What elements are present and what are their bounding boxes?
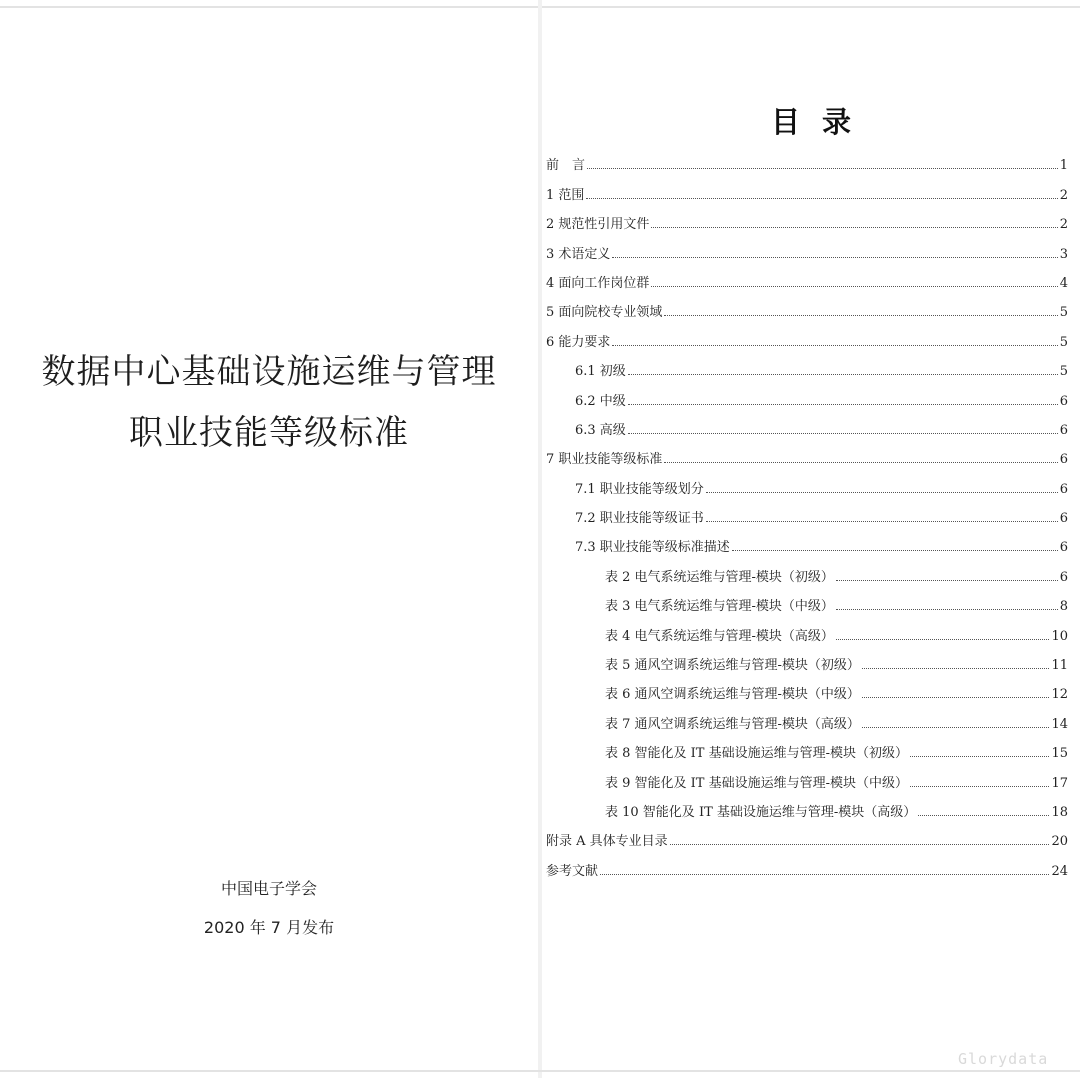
toc-entry-label: 参考文献 <box>546 863 599 879</box>
toc-entry[interactable] <box>542 173 1080 202</box>
toc-entry-page: 6 <box>1059 452 1068 468</box>
toc-entry-label: 5 面向院校专业领域 <box>546 305 663 321</box>
toc-entry-page: 4 <box>1059 275 1068 291</box>
toc-entry-page: 6 <box>1059 393 1068 409</box>
toc-entry[interactable] <box>542 849 1080 878</box>
toc-list <box>542 144 1080 879</box>
toc-entry-label: 7.3 职业技能等级标准描述 <box>575 540 730 556</box>
toc-entry[interactable] <box>542 291 1080 320</box>
toc-entry-label: 6.1 初级 <box>575 364 626 380</box>
toc-leader-dots <box>586 198 1057 199</box>
toc-leader-dots <box>587 168 1058 169</box>
toc-entry[interactable] <box>542 761 1080 790</box>
toc-leader-dots <box>836 609 1058 610</box>
cover-title-line2: 职业技能等级标准 <box>129 413 409 453</box>
toc-entry[interactable] <box>542 467 1080 496</box>
toc-entry[interactable] <box>542 497 1080 526</box>
toc-entry-page: 8 <box>1059 599 1068 615</box>
toc-entry-label: 7.2 职业技能等级证书 <box>575 511 704 527</box>
toc-entry-page: 2 <box>1059 187 1068 203</box>
toc-entry[interactable] <box>542 379 1080 408</box>
toc-entry[interactable] <box>542 732 1080 761</box>
toc-entry-page: 2 <box>1059 217 1068 233</box>
toc-entry-page: 6 <box>1059 569 1068 585</box>
toc-leader-dots <box>862 727 1050 728</box>
toc-entry-page: 6 <box>1059 422 1068 438</box>
toc-page <box>542 8 1080 1070</box>
publish-date: 2020 年 7 月发布 <box>203 918 335 937</box>
toc-entry-page: 3 <box>1059 246 1068 262</box>
toc-leader-dots <box>612 345 1057 346</box>
toc-leader-dots <box>670 844 1050 845</box>
toc-entry-page: 17 <box>1051 775 1068 791</box>
toc-entry-page: 5 <box>1059 334 1068 350</box>
toc-leader-dots <box>628 404 1058 405</box>
toc-entry[interactable] <box>542 555 1080 584</box>
toc-leader-dots <box>664 315 1057 316</box>
toc-leader-dots <box>910 786 1049 787</box>
toc-entry-page: 15 <box>1051 746 1068 762</box>
toc-entry[interactable] <box>542 262 1080 291</box>
toc-entry[interactable] <box>542 320 1080 349</box>
toc-leader-dots <box>862 697 1050 698</box>
toc-entry-page: 10 <box>1051 628 1068 644</box>
toc-entry-label: 6.3 高级 <box>575 422 626 438</box>
toc-entry-label: 表 9 智能化及 IT 基础设施运维与管理-模块（中级） <box>605 775 908 791</box>
toc-leader-dots <box>628 374 1058 375</box>
toc-entry-label: 表 5 通风空调系统运维与管理-模块（初级） <box>605 658 860 674</box>
toc-entry-page: 6 <box>1059 481 1068 497</box>
toc-entry-page: 11 <box>1051 658 1068 674</box>
toc-leader-dots <box>651 227 1057 228</box>
toc-leader-dots <box>918 815 1049 816</box>
toc-entry-label: 前 言 <box>546 158 586 174</box>
toc-leader-dots <box>664 462 1057 463</box>
toc-leader-dots <box>612 257 1057 258</box>
toc-leader-dots <box>732 550 1058 551</box>
toc-heading: 目录 <box>770 105 873 139</box>
toc-entry[interactable] <box>542 673 1080 702</box>
toc-entry-label: 表 6 通风空调系统运维与管理-模块（中级） <box>605 687 860 703</box>
toc-entry[interactable] <box>542 350 1080 379</box>
publisher: 中国电子学会 <box>220 879 317 898</box>
toc-leader-dots <box>862 668 1050 669</box>
toc-leader-dots <box>836 639 1050 640</box>
toc-entry-label: 表 8 智能化及 IT 基础设施运维与管理-模块（初级） <box>605 746 908 762</box>
toc-entry[interactable] <box>542 203 1080 232</box>
toc-entry-label: 7.1 职业技能等级划分 <box>575 481 704 497</box>
toc-entry-page: 6 <box>1059 511 1068 527</box>
toc-entry[interactable] <box>542 702 1080 731</box>
toc-entry[interactable] <box>542 409 1080 438</box>
toc-entry-label: 表 3 电气系统运维与管理-模块（中级） <box>605 599 834 615</box>
toc-entry[interactable] <box>542 820 1080 849</box>
toc-entry-label: 7 职业技能等级标准 <box>546 452 663 468</box>
toc-entry[interactable] <box>542 438 1080 467</box>
toc-entry-label: 表 4 电气系统运维与管理-模块（高级） <box>605 628 834 644</box>
toc-leader-dots <box>706 521 1058 522</box>
toc-entry[interactable] <box>542 644 1080 673</box>
toc-entry-label: 1 范围 <box>546 187 585 203</box>
toc-entry-page: 24 <box>1051 863 1068 879</box>
toc-entry-label: 2 规范性引用文件 <box>546 217 650 233</box>
toc-leader-dots <box>706 492 1058 493</box>
toc-entry-label: 6.2 中级 <box>575 393 626 409</box>
watermark: Glorydata <box>958 1050 1049 1068</box>
toc-entry-label: 4 面向工作岗位群 <box>546 275 650 291</box>
toc-entry-label: 附录 A 具体专业目录 <box>546 834 668 850</box>
toc-entry-page: 20 <box>1051 834 1068 850</box>
toc-entry-page: 12 <box>1051 687 1068 703</box>
toc-leader-dots <box>651 286 1057 287</box>
toc-entry[interactable] <box>542 526 1080 555</box>
toc-entry[interactable] <box>542 144 1080 173</box>
toc-entry-label: 3 术语定义 <box>546 246 611 262</box>
toc-leader-dots <box>600 874 1049 875</box>
toc-leader-dots <box>910 756 1049 757</box>
toc-entry[interactable] <box>542 791 1080 820</box>
toc-entry-page: 1 <box>1059 158 1068 174</box>
toc-entry-label: 6 能力要求 <box>546 334 611 350</box>
bottom-divider <box>0 1070 1080 1072</box>
toc-entry-label: 表 2 电气系统运维与管理-模块（初级） <box>605 569 834 585</box>
toc-entry[interactable] <box>542 232 1080 261</box>
toc-entry-label: 表 10 智能化及 IT 基础设施运维与管理-模块（高级） <box>605 804 917 820</box>
toc-entry-page: 18 <box>1051 804 1068 820</box>
cover-title-line1: 数据中心基础设施运维与管理 <box>41 352 497 392</box>
toc-leader-dots <box>836 580 1058 581</box>
toc-entry[interactable] <box>542 585 1080 614</box>
toc-entry-page: 5 <box>1059 305 1068 321</box>
cover-page <box>0 8 538 1070</box>
toc-entry-label: 表 7 通风空调系统运维与管理-模块（高级） <box>605 716 860 732</box>
toc-leader-dots <box>628 433 1058 434</box>
toc-entry[interactable] <box>542 614 1080 643</box>
toc-entry-page: 6 <box>1059 540 1068 556</box>
toc-entry-page: 14 <box>1051 716 1068 732</box>
toc-entry-page: 5 <box>1059 364 1068 380</box>
